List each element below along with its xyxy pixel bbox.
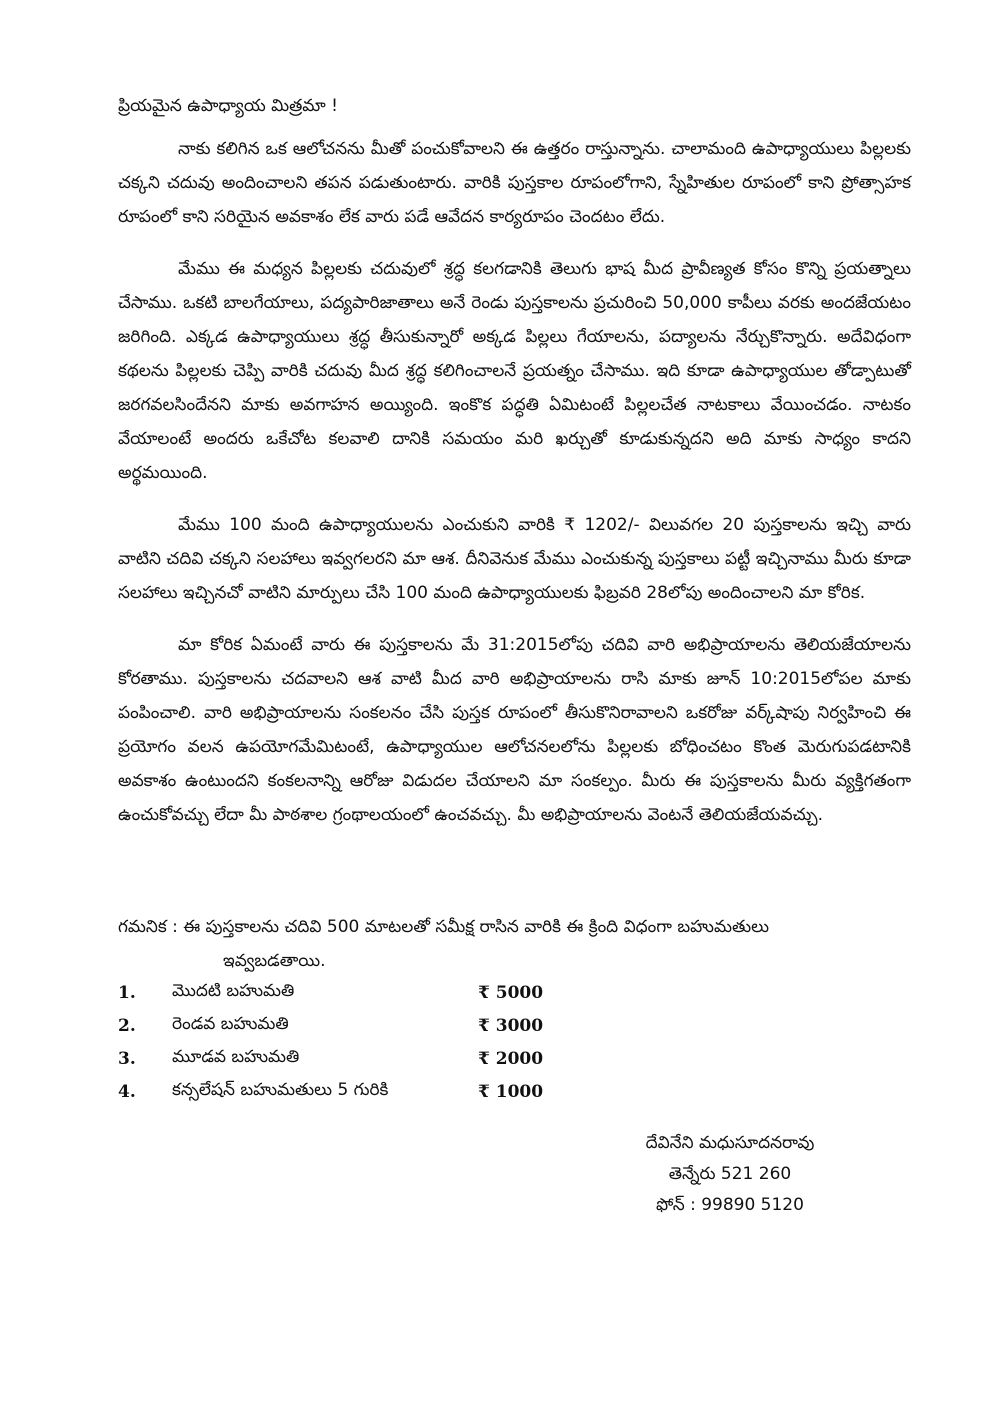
paragraph-3: మేము 100 మంది ఉపాధ్యాయులను ఎంచుకుని వారికి ₹ 1202/- విలువగల 20 పుస్తకాలను ఇచ్చి వారు వాటిని చదివి చక్కని సలహాలు ఇవ్వగలరని మా ఆశ. దీనివెనుక మేము ఎంచుకున్న పుస్తకాలు పట్టీ ఇచ్చినాము మీరు కూడా సలహాలు ఇచ్చినచో వాటిని మార్పులు చేసి 100 మంది ఉపాధ్యాయులకు ఫిబ్రవరి 28లోపు అందించాలని మా కోరిక. — [118, 515, 911, 603]
paragraph-2: మేము ఈ మధ్యన పిల్లలకు చదువులో శ్రద్ధ కలగడానికి తెలుగు భాష మీద ప్రావీణ్యత కోసం కొన్ని ప్రయత్నాలు చేసాము. ఒకటి బాలగేయాలు, పద్యపారిజాతాలు అనే రెండు పుస్తకాలను ప్రచురించి 50,000 కాపీలు వరకు అందజేయటం జరిగింది. ఎక్కడ ఉపాధ్యాయులు శ్రద్ధ తీసుకున్నారో అక్కడ పిల్లలు గేయాలను, పద్యాలను నేర్చుకొన్నారు. అదేవిధంగా కథలను పిల్లలకు చెప్పి వారికి చదువు మీద శ్రద్ధ కలిగించాలనే ప్రయత్నం చేసాము. ఇది కూడా ఉపాధ్యాయుల తోడ్పాటుతో జరగవలసిందేనని మాకు అవగాహన అయ్యింది. ఇంకొక పద్ధతి ఏమిటంటే పిల్లలచేత నాటకాలు వేయించడం. నాటకం వేయాలంటే అందరు ఒకేచోట కలవాలి దానికి సమయం మరి ఖర్చుతో కూడుకున్నదని అది మాకు సాధ్యం కాదని అర్థమయింది. — [118, 259, 911, 483]
prize-amount: ₹ 1000 — [478, 1081, 544, 1102]
note-label: గమనిక : — [118, 917, 178, 937]
prize-name: రెండవ బహుమతి — [172, 1013, 289, 1034]
letter-body — [118, 132, 911, 850]
signature-block — [600, 1128, 860, 1221]
paragraph-4: మా కోరిక ఏమంటే వారు ఈ పుస్తకాలను మే 31:2015లోపు చదివి వారి అభిప్రాయాలను తెలియజేయాలను కోరతాము. పుస్తకాలను చదవాలని ఆశ వాటి మీద వారి అభిప్రాయాలను రాసి మాకు జూన్ 10:2015లోపల మాకు పంపించాలి. వారి అభిప్రాయాలను సంకలనం చేసి పుస్తక రూపంలో తీసుకొనిరావాలని ఒకరోజు వర్క్‌షాపు నిర్వహించి ఈ ప్రయోగం వలన ఉపయోగమేమిటంటే, ఉపాధ్యాయుల ఆలోచనలలోను పిల్లలకు బోధించటం కొంత మెరుగుపడటానికి అవకాశం ఉంటుందని కంకలనాన్ని ఆరోజు విడుదల చేయాలని మా సంకల్పం. మీరు ఈ పుస్తకాలను మీరు వ్యక్తిగతంగా ఉంచుకోవచ్చు లేదా మీ పాఠశాల గ్రంథాలయంలో ఉంచవచ్చు. మీ అభిప్రాయాలను వెంటనే తెలియజేయవచ్చు. — [118, 635, 911, 825]
prize-number: 3. — [118, 1048, 136, 1069]
prize-amount: ₹ 3000 — [478, 1015, 544, 1036]
prize-amount: ₹ 2000 — [478, 1048, 544, 1069]
prize-number: 4. — [118, 1081, 136, 1102]
salutation: ప్రియమైన ఉపాధ్యాయ మిత్రమా ! — [118, 96, 338, 116]
prize-list — [118, 976, 718, 1108]
list-item — [118, 1042, 718, 1075]
list-item — [118, 1009, 718, 1042]
prize-name: మొదటి బహుమతి — [172, 980, 295, 1001]
prize-name: కన్సలేషన్ బహుమతులు 5 గురికి — [172, 1079, 389, 1100]
signature-phone: ఫోన్ : 99890 5120 — [656, 1195, 804, 1215]
prize-number: 1. — [118, 982, 136, 1003]
prize-number: 2. — [118, 1015, 136, 1036]
note — [118, 910, 911, 978]
list-item — [118, 976, 718, 1009]
prize-amount: ₹ 5000 — [478, 982, 544, 1003]
prize-name: మూడవ బహుమతి — [172, 1046, 300, 1067]
paragraph-1: నాకు కలిగిన ఒక ఆలోచనను మీతో పంచుకోవాలని ఈ ఉత్తరం రాస్తున్నాను. చాలామంది ఉపాధ్యాయులు పిల్లలకు చక్కని చదువు అందించాలని తపన పడుతుంటారు. వారికి పుస్తకాల రూపంలోగాని, స్నేహితుల రూపంలో కాని ప్రోత్సాహక రూపంలో కాని సరియైన అవకాశం లేక వారు పడే ఆవేదన కార్యరూపం చెందటం లేదు. — [118, 139, 911, 227]
signature-name: దేవినేని మధుసూదనరావు — [645, 1133, 815, 1153]
signature-place: తెన్నేరు 521 260 — [668, 1164, 792, 1184]
note-continuation: ఇవ్వబడతాయి. — [223, 951, 326, 971]
list-item — [118, 1075, 718, 1108]
note-text: ఈ పుస్తకాలను చదివి 500 మాటలతో సమీక్ష రాసిన వారికి ఈ క్రింది విధంగా బహుమతులు — [183, 917, 770, 937]
